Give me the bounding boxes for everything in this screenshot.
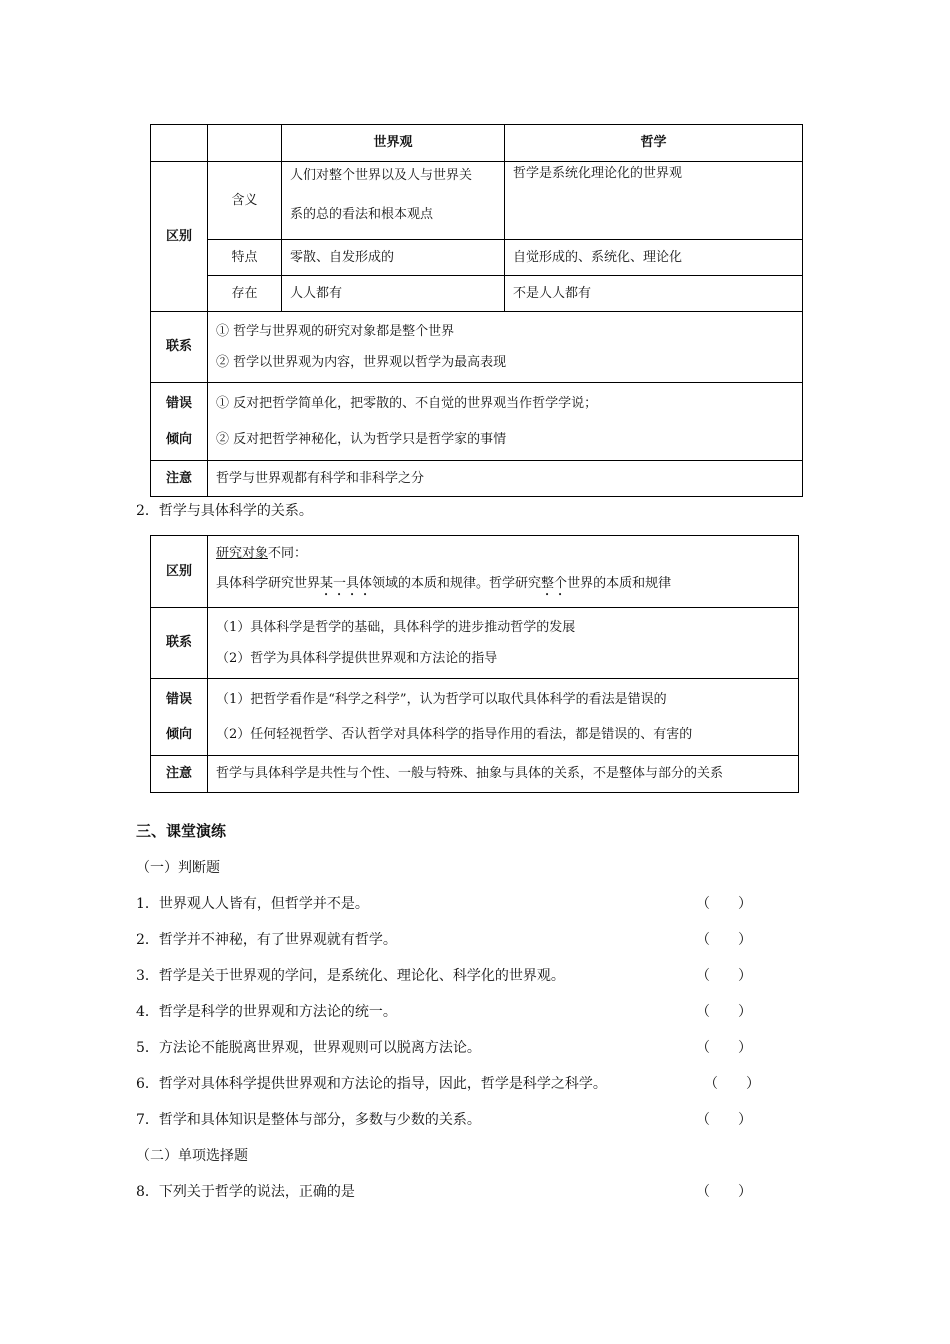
errors-content: ① 反对把哲学简单化，把零散的、不自觉的世界观当作哲学学说； ② 反对把哲学神秘化，认为哲学只是哲学家的事情	[208, 383, 803, 461]
distinction-label: 区别	[151, 162, 208, 312]
judgment-7: 7．哲学和具体知识是整体与部分，多数与少数的关系。	[136, 1112, 481, 1128]
errors-label-2: 错误 倾向	[151, 679, 208, 756]
worldview-philosophy-table	[150, 124, 803, 497]
judgment-2-bracket[interactable]: （ ）	[696, 932, 752, 948]
header-empty-1	[151, 125, 208, 162]
worldview-feature: 零散、自发形成的	[282, 240, 505, 276]
errors-label: 错误 倾向	[151, 383, 208, 461]
errors-content-2: （1）把哲学看作是“科学之科学”，认为哲学可以取代具体科学的看法是错误的 （2）任何轻视哲学、否认哲学对具体科学的指导作用的看法，都是错误的、有害的	[208, 679, 799, 756]
distinction-label-2: 区别	[151, 536, 208, 608]
part2-title: （二）单项选择题	[136, 1148, 248, 1164]
judgment-6: 6．哲学对具体科学提供世界观和方法论的指导，因此，哲学是科学之科学。	[136, 1076, 607, 1092]
judgment-2: 2．哲学并不神秘，有了世界观就有哲学。	[136, 932, 397, 948]
choice-question-8: 8．下列关于哲学的说法，正确的是	[136, 1184, 355, 1200]
link-content: ① 哲学与世界观的研究对象都是整个世界 ② 哲学以世界观为内容，世界观以哲学为最高表现	[208, 312, 803, 383]
judgment-5-bracket[interactable]: （ ）	[696, 1040, 752, 1056]
judgment-3: 3．哲学是关于世界观的学问，是系统化、理论化、科学化的世界观。	[136, 968, 565, 984]
note-label: 注意	[151, 461, 208, 497]
section2-title: 2．哲学与具体科学的关系。	[136, 503, 313, 519]
part1-title: （一）判断题	[136, 860, 220, 876]
header-empty-2	[208, 125, 282, 162]
philosophy-existence: 不是人人都有	[505, 276, 803, 312]
note-label-2: 注意	[151, 756, 208, 793]
judgment-4-bracket[interactable]: （ ）	[696, 1004, 752, 1020]
philosophy-science-table	[150, 535, 799, 793]
worldview-existence: 人人都有	[282, 276, 505, 312]
distinction-content-2: 研究对象不同： 具体科学研究世界某一具体领域的本质和规律。哲学研究整个世界的本质和规律	[208, 536, 799, 608]
header-worldview: 世界观	[282, 125, 505, 162]
philosophy-meaning: 哲学是系统化理论化的世界观	[505, 162, 803, 240]
note-content: 哲学与世界观都有科学和非科学之分	[208, 461, 803, 497]
judgment-5: 5．方法论不能脱离世界观，世界观则可以脱离方法论。	[136, 1040, 481, 1056]
aspect-feature: 特点	[208, 240, 282, 276]
aspect-meaning: 含义	[208, 162, 282, 240]
note-content-2: 哲学与具体科学是共性与个性、一般与特殊、抽象与具体的关系，不是整体与部分的关系	[208, 756, 799, 793]
section3-title: 三、课堂演练	[136, 822, 227, 840]
judgment-7-bracket[interactable]: （ ）	[696, 1112, 752, 1128]
philosophy-feature: 自觉形成的、系统化、理论化	[505, 240, 803, 276]
judgment-1: 1．世界观人人皆有，但哲学并不是。	[136, 896, 369, 912]
header-philosophy: 哲学	[505, 125, 803, 162]
link-content-2: （1）具体科学是哲学的基础，具体科学的进步推动哲学的发展 （2）哲学为具体科学提供世界观和方法论的指导	[208, 608, 799, 679]
choice-question-8-bracket[interactable]: （ ）	[696, 1184, 752, 1200]
judgment-3-bracket[interactable]: （ ）	[696, 968, 752, 984]
aspect-existence: 存在	[208, 276, 282, 312]
judgment-1-bracket[interactable]: （ ）	[696, 896, 752, 912]
worldview-meaning: 人们对整个世界以及人与世界关 系的总的看法和根本观点	[282, 162, 505, 240]
judgment-6-bracket[interactable]: （ ）	[704, 1076, 760, 1092]
link-label: 联系	[151, 312, 208, 383]
judgment-4: 4．哲学是科学的世界观和方法论的统一。	[136, 1004, 397, 1020]
link-label-2: 联系	[151, 608, 208, 679]
